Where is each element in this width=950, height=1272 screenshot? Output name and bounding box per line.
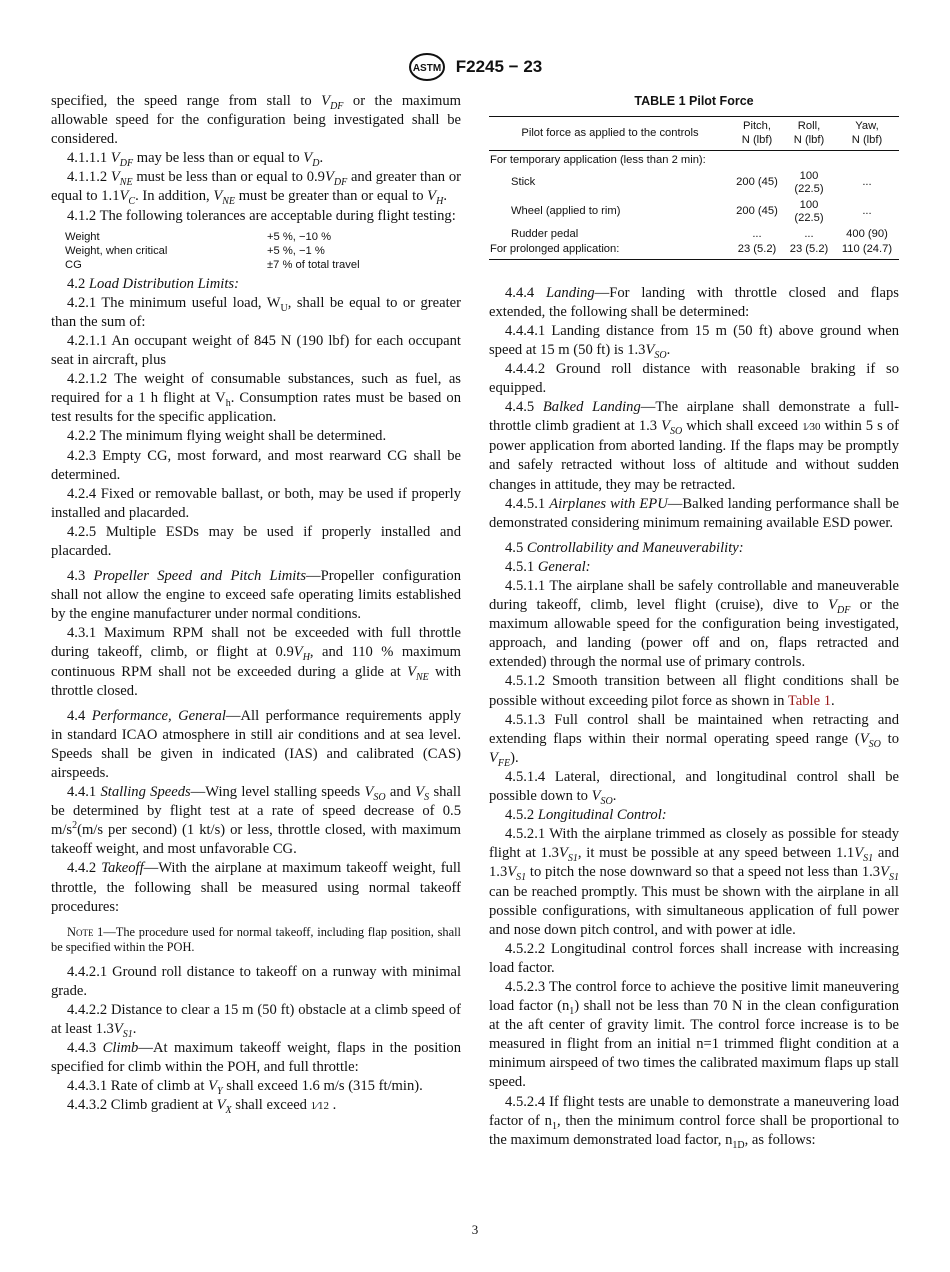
section-4-2-heading: 4.2 Load Distribution Limits:: [67, 275, 239, 292]
table-1: [489, 92, 899, 260]
paragraph-4-4-2: 4.4.2 Takeoff—With the airplane at maximum takeoff weight, full throttle, the following shall be measured using normal takeoff procedures:: [51, 860, 461, 915]
tolerance-table: [65, 230, 360, 272]
paragraph-4-4-4: 4.4.4 Landing—For landing with throttle closed and flaps extended, the following shall be determined:: [489, 284, 899, 320]
paragraph-4-2-1-1: 4.2.1.1 An occupant weight of 845 N (190 lbf) for each occupant seat in aircraft, plus: [51, 332, 461, 369]
pilot-force-table: [489, 116, 899, 260]
paragraph-4-5-2-1: 4.5.2.1 With the airplane trimmed as closely as possible for steady flight at $1.3V_{S1}$, it must be possible at any speed between $1.1V_{S1}$ and $1.3V_{S1}$ to pitch the nose downward so that a speed not less than $1.3V_{S1}$ can be reached promptly. This must be shown with the airplane in all possible configurations, with simultaneous application of full power and nose down pitch control, and with power at idle.: [489, 826, 899, 938]
astm-logo-icon: [408, 52, 446, 82]
paragraph-4-4-2-2: 4.4.2.2 Distance to clear a 15 m (50 ft) obstacle at a climb speed of at least $1.3V_{S1}$.: [51, 1001, 461, 1040]
table-header-row: [489, 117, 899, 151]
column-header: Pilot force as applied to the controls: [489, 117, 731, 151]
column-header: Pitch, N (lbf): [731, 117, 783, 151]
paragraph-4-5-2-4: 4.5.2.4 If flight tests are unable to demonstrate a maneuvering load factor of $n_1$, then the minimum control force shall be proportional to the maximum demonstrated load factor, $n_{1D}$, as follows:: [489, 1093, 899, 1151]
paragraph-4-4-1: 4.4.1 Stalling Speeds—Wing level stalling speeds $V_{SO}$ and $V_S$ shall be determined by flight test at a rate of speed decrease of 0.5 $m/s^2(m/s$ per second) (1 kt/s) or less, throttle closed, with maximum takeoff weight, and most unfavorable CG.: [51, 784, 462, 858]
page-number: 3: [471, 1222, 479, 1237]
section-4-5-heading: 4.5 Controllability and Maneuverability:: [505, 539, 744, 556]
paragraph-4-4-3: 4.4.3 Climb—At maximum takeoff weight, flaps in the position specified for climb within the POH, and full throttle:: [51, 1040, 461, 1076]
paragraph-4-4-4-2: 4.4.4.2 Ground roll distance with reasonable braking if so equipped.: [489, 360, 899, 397]
right-column: [489, 92, 899, 1150]
paragraph-4-4-3-2: 4.4.3.2 Climb gradient at $V_X$ shall exceed 1⁄12 .: [67, 1097, 337, 1117]
paragraph-4-5-1-3: 4.5.1.3 Full control shall be maintained when retracting and extending flaps within their normal operating speed range ($V_{SO}$ to $V_{FE}$).: [489, 711, 899, 769]
paragraph-4-5-2-3: 4.5.2.3 The control force to achieve the positive limit maneuvering load factor $(n_1)$ shall not be less than 70 N in the clean configuration at the aft center of gravity limit. The control force increase is to be measured in flight from an initial n=1 trimmed flight condition at a minimum airspeed of two times the calibrated maximum flaps up stall speed.: [489, 978, 899, 1091]
table-row: Wheel (applied to rim) 200 (45) 100 (22.5) ...: [511, 198, 872, 225]
paragraph-4-1-2: 4.1.2 The following tolerances are acceptable during flight testing:: [67, 207, 456, 224]
column-header: Yaw, N (lbf): [835, 117, 899, 151]
paragraph-4-4-5-1: 4.4.5.1 Airplanes with EPU—Balked landing performance shall be demonstrated considering minimum remaining available ESD power.: [489, 495, 899, 531]
paragraph-4-5-1-4: 4.5.1.4 Lateral, directional, and longitudinal control shall be possible down to $V_{SO}$.: [489, 768, 899, 807]
table-1-link[interactable]: Table 1: [787, 692, 832, 709]
table-1-caption: TABLE 1 Pilot Force: [634, 94, 754, 108]
tolerance-row: Weight, when critical +5 %, −1 %: [65, 244, 325, 257]
table-row: For prolonged application: 23 (5.2) 23 (5.2) 110 (24.7): [489, 242, 899, 259]
paragraph-4-4-4-1: 4.4.4.1 Landing distance from 15 m (50 ft) above ground when speed at 15 m (50 ft) is $1.3V_{SO}$.: [489, 322, 899, 361]
paragraph-4-2-3: 4.2.3 Empty CG, most forward, and most rearward CG shall be determined.: [51, 447, 461, 483]
tolerance-row: CG ±7 % of total travel: [65, 258, 360, 271]
paragraph-intro: specified, the speed range from stall to $V_{DF}$ or the maximum allowable speed for the configuration being investigated shall be considered.: [51, 93, 462, 148]
section-4-4: 4.4 Performance, General—All performance requirements apply in standard ICAO atmosphere in still air conditions and at sea level. Speeds shall be given in indicated (IAS) and calibrated (CAS) airspeeds.: [51, 707, 461, 781]
paragraph-4-2-1-2: 4.2.1.2 The weight of consumable substances, such as fuel, as required for a 1 h flight at $V_h$. Consumption rates must be based on test results for the specific application.: [51, 371, 461, 426]
paragraph-4-1-1-1: 4.1.1.1 $V_{DF}$ may be less than or equal to $V_D$.: [67, 150, 324, 170]
paragraph-4-5-1-2: 4.5.1.2 Smooth transition between all flight conditions shall be possible without exceeding pilot force as shown in Table 1.: [489, 673, 899, 709]
paragraph-4-3-1: 4.3.1 Maximum RPM shall not be exceeded with full throttle during takeoff, climb, or flight at $0.9V_H$, and 110 % maximum continuous RPM shall not be exceeded during a glide at $V_{NE}$ with throttle closed.: [51, 625, 462, 699]
paragraph-4-5-1-1: 4.5.1.1 The airplane shall be safely controllable and maneuverable during takeoff, climb, level flight (cruise), dive to $V_{DF}$ or the maximum allowable speed for the configuration being investigated, approach, and landing (power off and on, flaps retracted and extended) through the normal use of primary controls.: [489, 578, 899, 671]
paragraph-4-1-1-2: 4.1.1.2 $V_{NE}$ must be less than or equal to $0.9V_{DF}$ and greater than or equal to $1.1V_C$. In addition, $V_{NE}$ must be greater than or equal to $V_H$.: [51, 169, 461, 208]
section-4-5-1-heading: 4.5.1 General:: [505, 558, 591, 575]
note-1: Note 1—The procedure used for normal takeoff, including flap position, shall be specified within the POH.: [51, 924, 461, 954]
column-header: Roll, N (lbf): [783, 117, 835, 151]
paragraph-4-4-3-1: 4.4.3.1 Rate of climb at $V_Y$ shall exceed 1.6 m/s (315 ft/min).: [67, 1078, 423, 1098]
section-4-5-2-heading: 4.5.2 Longitudinal Control:: [505, 807, 667, 824]
paragraph-4-2-2: 4.2.2 The minimum flying weight shall be determined.: [67, 428, 387, 445]
paragraph-4-2-1: 4.2.1 The minimum useful load, $W_U$, shall be equal to or greater than the sum of:: [51, 294, 462, 330]
tolerance-row: Weight +5 %, −10 %: [65, 230, 332, 243]
table-row: Stick 200 (45) 100 (22.5) ...: [511, 169, 872, 196]
paragraph-4-2-5: 4.2.5 Multiple ESDs may be used if properly installed and placarded.: [51, 523, 461, 559]
paragraph-4-2-4: 4.2.4 Fixed or removable ballast, or both, may be used if properly installed and placarded.: [51, 485, 461, 521]
section-4-3: 4.3 Propeller Speed and Pitch Limits—Propeller configuration shall not allow the engine to exceed safe operating limits established by the engine manufacturer under normal conditions.: [51, 568, 462, 623]
document-designation: F2245 − 23: [455, 57, 543, 76]
page-header: [0, 52, 950, 82]
table-row: For temporary application (less than 2 min):: [490, 154, 706, 167]
left-column: [51, 92, 461, 1117]
table-row: Rudder pedal ... ... 400 (90): [511, 227, 888, 240]
svg-text:ASTM: ASTM: [412, 63, 441, 74]
paragraph-4-5-2-2: 4.5.2.2 Longitudinal control forces shall increase with increasing load factor.: [489, 940, 899, 976]
paragraph-4-4-5: 4.4.5 Balked Landing—The airplane shall demonstrate a full-throttle climb gradient at 1.3 $V_{SO}$ which shall exceed 1⁄30 within 5 s of power application from aborted landing. If the flaps may be promptly and safely retracted without loss of altitude and without sudden changes in attitude, they may be retracted.: [489, 399, 899, 493]
paragraph-4-4-2-1: 4.4.2.1 Ground roll distance to takeoff on a runway with minimal grade.: [51, 963, 461, 999]
